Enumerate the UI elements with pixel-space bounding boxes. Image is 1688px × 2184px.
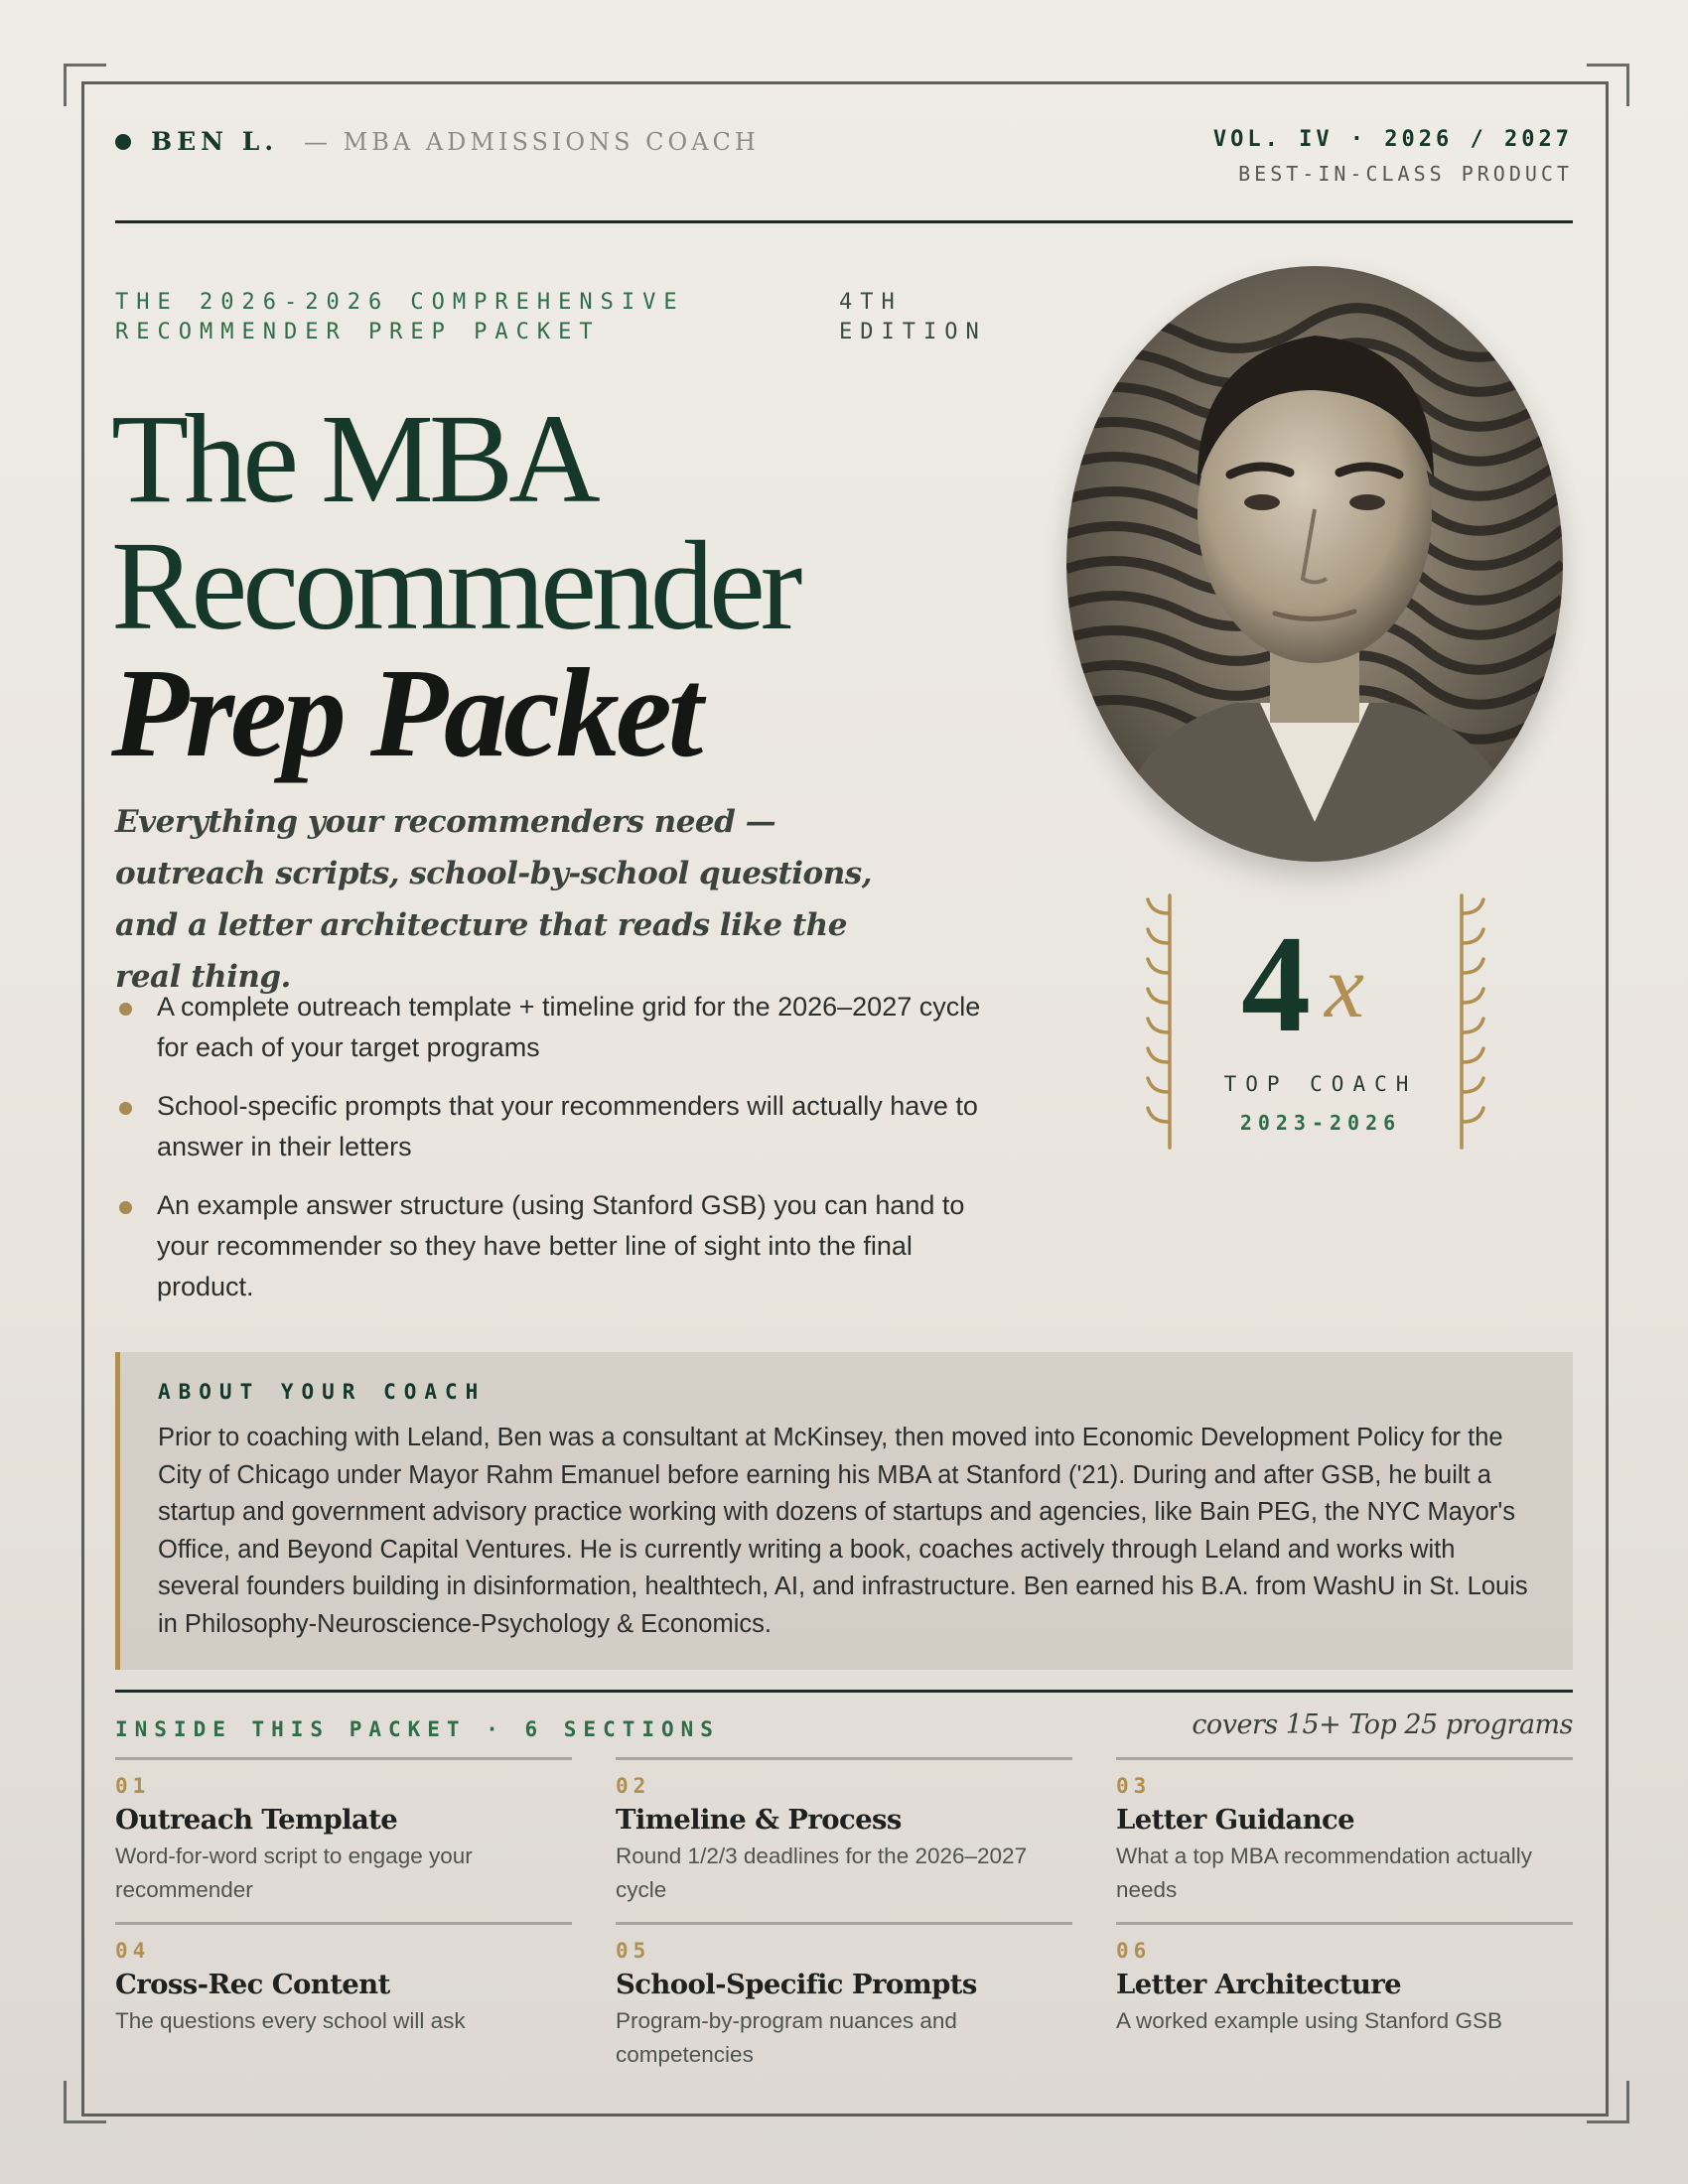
bullet-dot-icon — [119, 1201, 132, 1214]
about-coach-box — [115, 1352, 1573, 1670]
brand-dot-icon — [115, 134, 131, 150]
coach-portrait — [1066, 266, 1563, 862]
section-card — [115, 1757, 572, 1907]
corner-ornament — [1587, 2081, 1629, 2123]
section-description: A worked example using Stanford GSB — [1116, 2008, 1502, 2033]
edition-label — [839, 288, 1008, 347]
section-title: Cross-Rec Content — [115, 1969, 390, 2000]
about-text: Prior to coaching with Leland, Ben was a consultant at McKinsey, then moved into Economic Development Policy for the City of Chicago under Mayor Rahm Emanuel before earning his MBA at Stanford ('21). During and after GSB, he built a startup and government advisory practice working with dozens of startups and agencies, like Bain PEG, the NYC Mayor's Office, and Beyond Capital Ventures. He is currently writing a book, coaches actively through Leland and works with several founders building in disinformation, healthtech, AI, and infrastructure. Ben earned his B.A. from WashU in St. Louis in Philosophy-Neuroscience-Psychology & Economics. — [158, 1424, 1528, 1638]
top-coach-badge — [1112, 891, 1529, 1160]
list-item-text: School-specific prompts that your recommenders will actually have to answer in their letters — [157, 1091, 978, 1161]
section-card — [1116, 1757, 1573, 1907]
corner-ornament — [1587, 64, 1629, 106]
programs-covered-note: covers 15+ Top 25 programs — [1192, 1709, 1573, 1740]
about-label: ABOUT YOUR COACH — [158, 1380, 487, 1404]
list-item-text: A complete outreach template + timeline grid for the 2026–2027 cycle for each of your target programs — [157, 992, 981, 1062]
page-title — [111, 388, 798, 783]
section-title: Letter Guidance — [1116, 1804, 1355, 1836]
edition-word: EDITION — [839, 320, 987, 344]
title-line: The MBA — [111, 388, 596, 529]
badge-years: 2023-2026 — [1239, 1111, 1402, 1135]
section-number: 03 — [1116, 1774, 1152, 1798]
list-item — [117, 1185, 1011, 1307]
section-title: Letter Architecture — [1116, 1969, 1402, 2000]
section-number: 02 — [616, 1774, 651, 1798]
section-title: School-Specific Prompts — [616, 1969, 977, 2000]
section-divider — [115, 1690, 1573, 1693]
tagline: BEST-IN-CLASS PRODUCT — [1238, 162, 1573, 186]
kicker-line: RECOMMENDER PREP PACKET — [115, 320, 601, 344]
badge-label: TOP COACH — [1223, 1072, 1418, 1096]
list-item — [117, 987, 1011, 1068]
badge-multiplier: x — [1325, 938, 1364, 1036]
section-description: Program-by-program nuances and competencies — [616, 2008, 957, 2067]
header-divider — [115, 220, 1573, 223]
section-description: Round 1/2/3 deadlines for the 2026–2027 cycle — [616, 1843, 1028, 1902]
section-description: The questions every school will ask — [115, 2008, 466, 2033]
section-card — [115, 1922, 572, 2038]
section-number: 01 — [115, 1774, 151, 1798]
section-number: 05 — [616, 1939, 651, 1963]
coach-title: — MBA ADMISSIONS COACH — [304, 127, 760, 156]
subtitle: Everything your recommenders need — outreach scripts, school-by-school questions, and a letter architecture that reads like the real thing. — [115, 804, 873, 995]
section-card — [616, 1922, 1072, 2072]
corner-ornament — [64, 64, 106, 106]
coach-name: BEN L. — [151, 127, 279, 156]
section-description: Word-for-word script to engage your recommender — [115, 1843, 473, 1902]
bullet-dot-icon — [119, 1102, 132, 1115]
section-number: 06 — [1116, 1939, 1152, 1963]
header-meta — [1213, 127, 1573, 186]
section-description: What a top MBA recommendation actually needs — [1116, 1843, 1532, 1902]
list-item-text: An example answer structure (using Stanford GSB) you can hand to your recommender so they have better line of sight into the final product. — [157, 1190, 965, 1301]
edition-number: 4TH — [839, 290, 903, 315]
section-number: 04 — [115, 1939, 151, 1963]
list-item — [117, 1086, 1011, 1167]
bullet-dot-icon — [119, 1003, 132, 1016]
section-title: Outreach Template — [115, 1804, 398, 1836]
feature-list — [117, 987, 1011, 1325]
corner-ornament — [64, 2081, 106, 2123]
title-line-emphasis: Prep Packet — [111, 642, 700, 783]
title-line: Recommender — [111, 515, 798, 656]
packet-kicker — [115, 288, 691, 347]
section-card — [1116, 1922, 1573, 2038]
header-brand — [115, 127, 760, 156]
volume-label: VOL. IV · 2026 / 2027 — [1212, 127, 1573, 152]
section-title: Timeline & Process — [616, 1804, 902, 1836]
kicker-line: THE 2026-2026 COMPREHENSIVE — [115, 290, 685, 315]
badge-number: 4 — [1241, 907, 1311, 1061]
section-card — [616, 1757, 1072, 1907]
inside-packet-label: INSIDE THIS PACKET · 6 SECTIONS — [115, 1717, 720, 1741]
